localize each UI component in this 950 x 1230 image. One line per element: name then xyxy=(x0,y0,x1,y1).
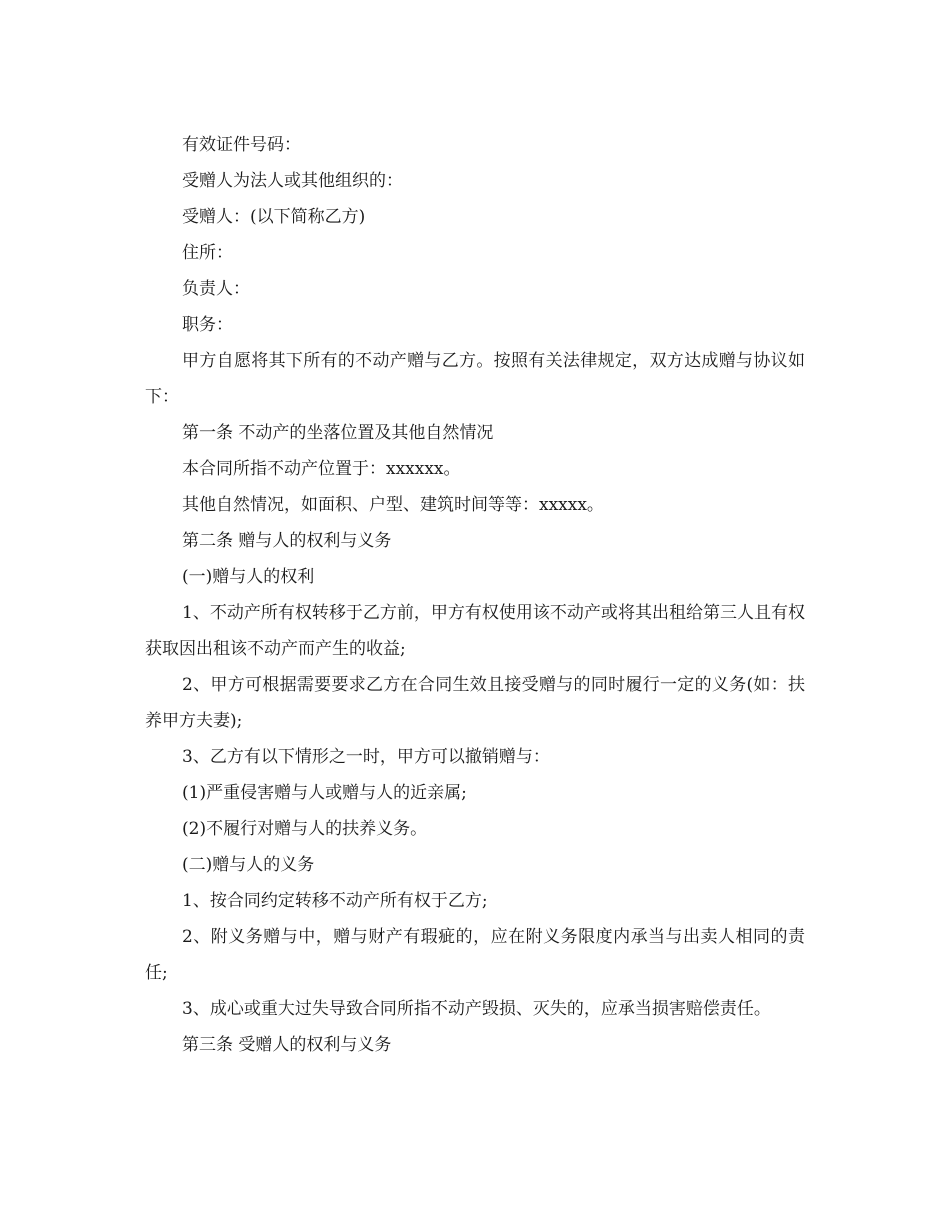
paragraph-id-number: 有效证件号码： xyxy=(182,135,301,155)
section-donor-rights: (一)赠与人的权利 xyxy=(182,567,315,587)
clause-donor-obligation-2: 2、附义务赠与中，赠与财产有瑕疵的，应在附义务限度内承当与出卖人相同的责任; xyxy=(145,927,805,983)
clause-donor-obligation-1: 1、按合同约定转移不动产所有权于乙方; xyxy=(182,891,488,911)
paragraph-address: 住所： xyxy=(182,243,233,263)
clause-revocation-1: (1)严重侵害赠与人或赠与人的近亲属; xyxy=(182,783,467,803)
article-1-heading: 第一条 不动产的坐落位置及其他自然情况 xyxy=(182,423,494,443)
paragraph-property-location: 本合同所指不动产位置于：xxxxxx。 xyxy=(182,459,461,479)
paragraph-recipient: 受赠人：(以下简称乙方) xyxy=(182,207,366,227)
document-body xyxy=(145,127,805,1063)
clause-revocation-2: (2)不履行对赠与人的扶养义务。 xyxy=(182,819,428,839)
paragraph-property-details: 其他自然情况，如面积、户型、建筑时间等等：xxxxx。 xyxy=(182,495,604,515)
paragraph-recipient-org: 受赠人为法人或其他组织的： xyxy=(182,171,403,191)
section-donor-obligations: (二)赠与人的义务 xyxy=(182,855,315,875)
clause-donor-right-2: 2、甲方可根据需要要求乙方在合同生效且接受赠与的同时履行一定的义务(如：扶养甲方夫妻); xyxy=(145,675,805,731)
article-2-heading: 第二条 赠与人的权利与义务 xyxy=(182,531,392,551)
clause-donor-obligation-3: 3、成心或重大过失导致合同所指不动产毁损、灭失的，应承当损害赔偿责任。 xyxy=(182,999,771,1019)
paragraph-responsible-person: 负责人： xyxy=(182,279,250,299)
clause-donor-right-3: 3、乙方有以下情形之一时，甲方可以撤销赠与： xyxy=(182,747,550,767)
clause-donor-right-1: 1、不动产所有权转移于乙方前，甲方有权使用该不动产或将其出租给第三人且有权获取因出租该不动产而产生的收益; xyxy=(145,603,805,659)
paragraph-agreement-intro: 甲方自愿将其下所有的不动产赠与乙方。按照有关法律规定，双方达成赠与协议如下： xyxy=(145,351,805,407)
article-3-heading: 第三条 受赠人的权利与义务 xyxy=(182,1035,392,1055)
paragraph-position: 职务： xyxy=(182,315,233,335)
